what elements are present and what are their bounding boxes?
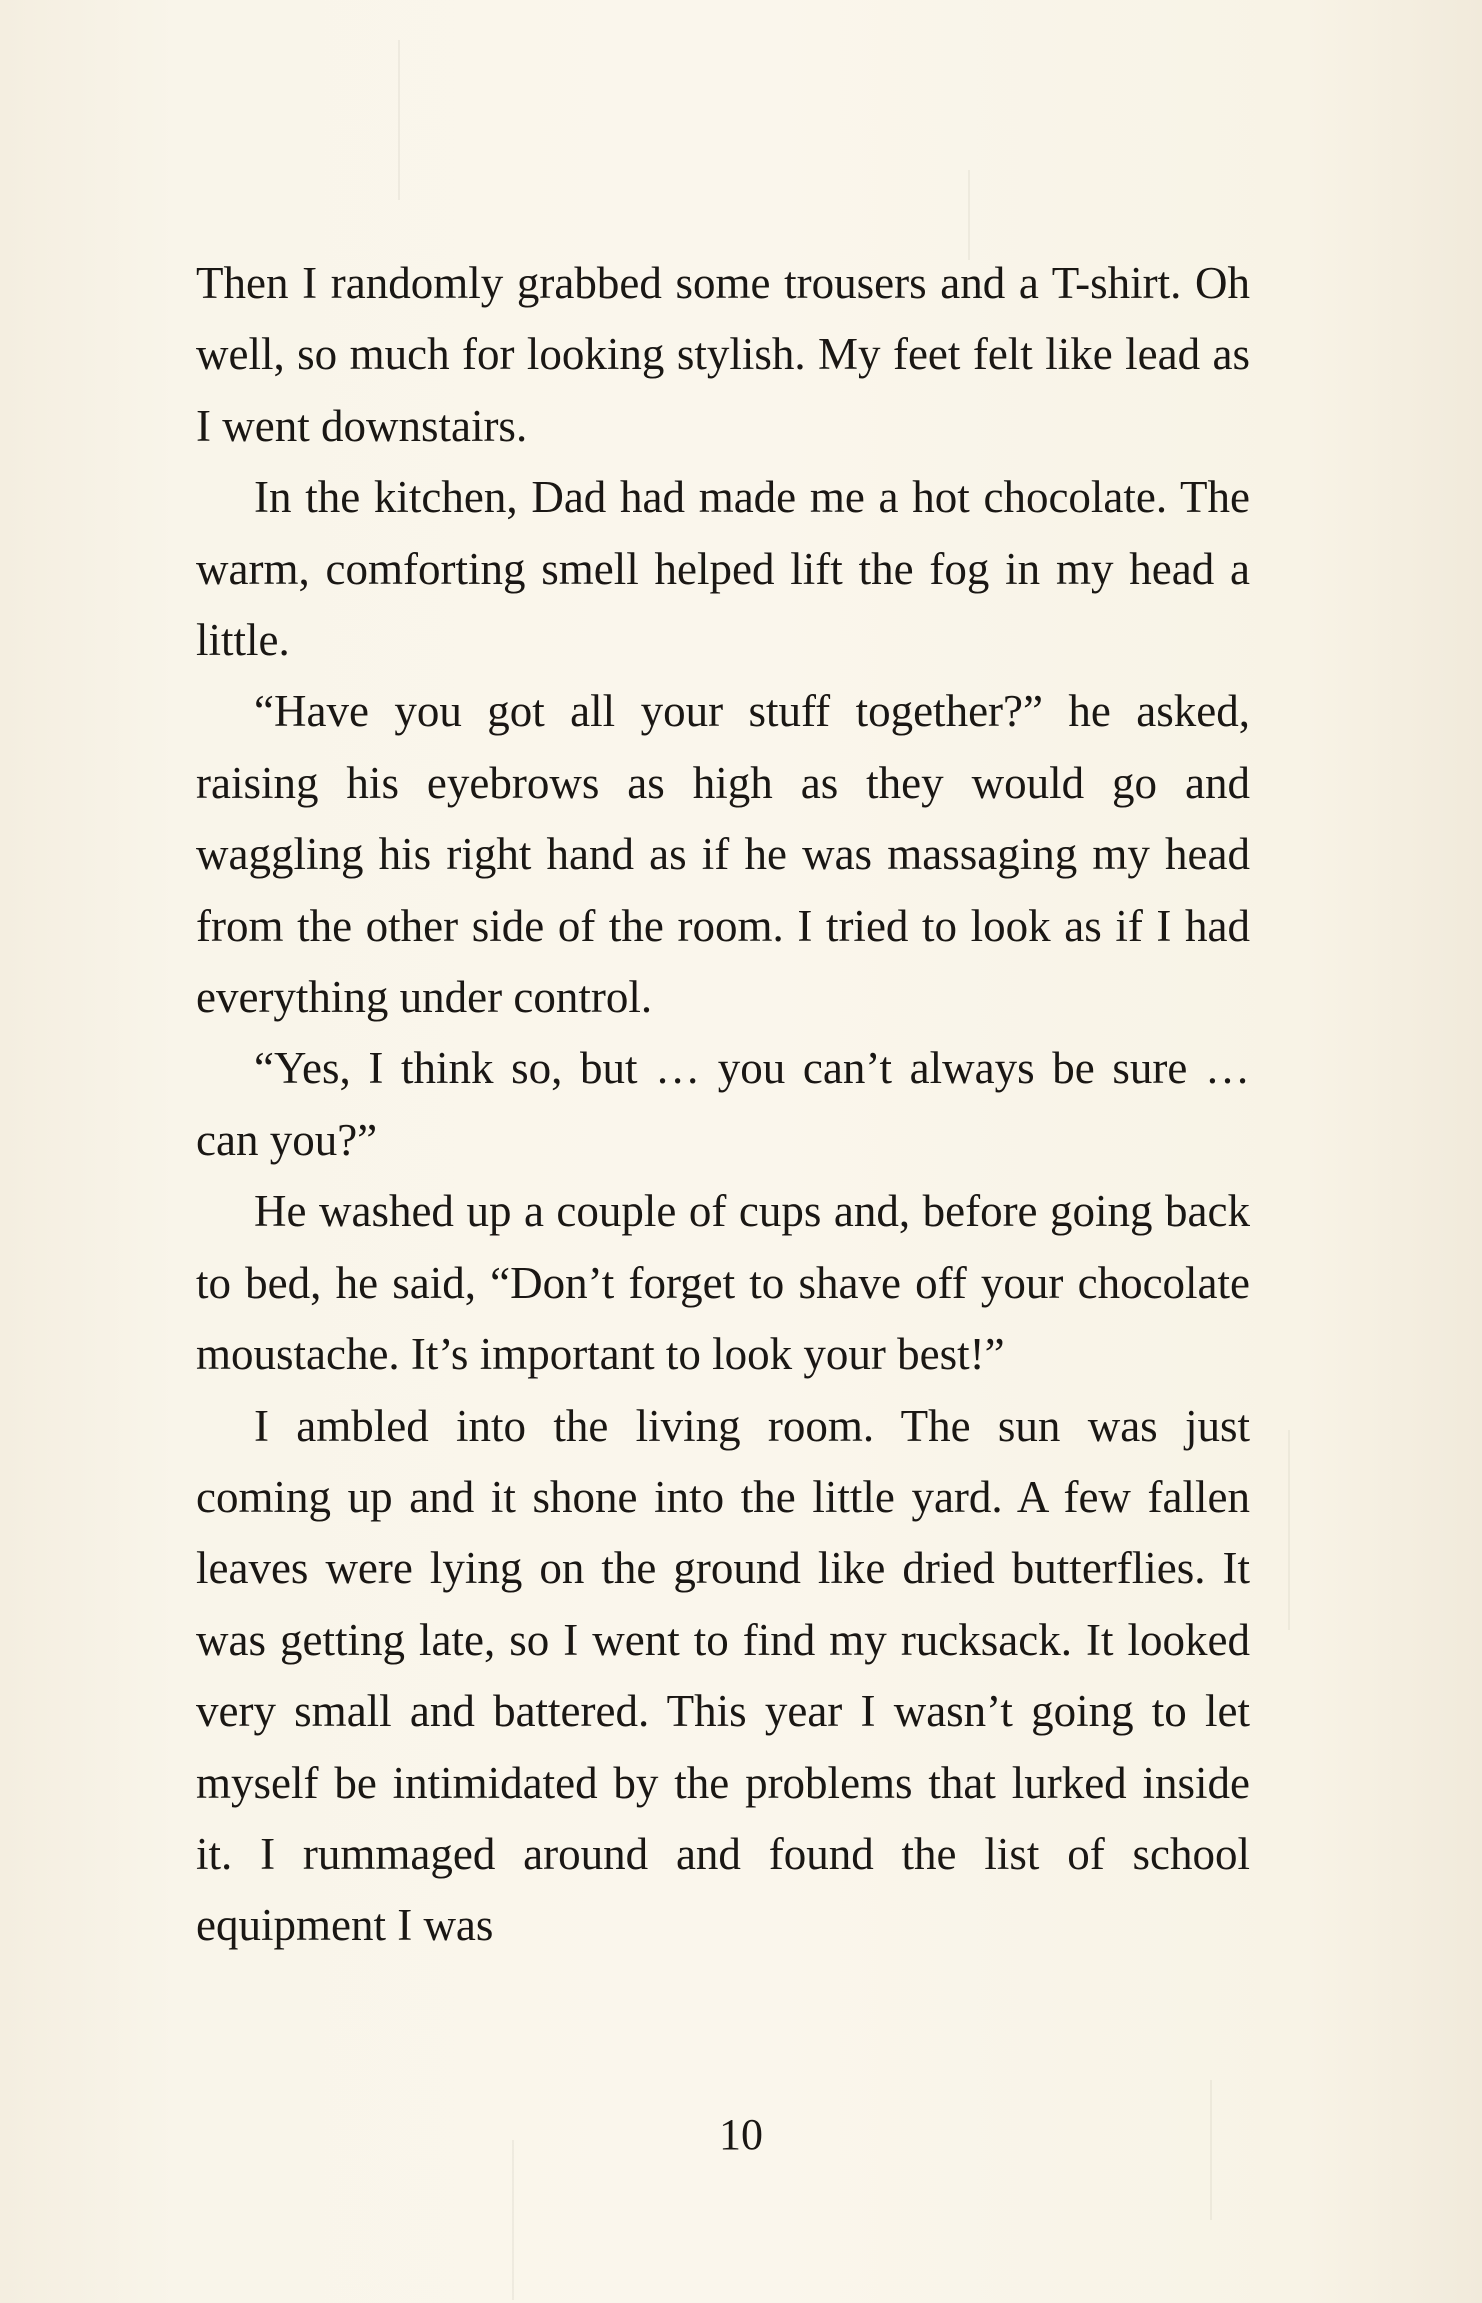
paragraph: I ambled into the living room. The sun was just coming up and it shone into the little yard. A few fallen leaves were lying on the ground like dried butterflies. It was getting late, so I went to find my rucksack. It looked very small and battered. This year I wasn’t going to let myself be intimidated by the problems that lurked inside it. I rummaged around and found the list of school equipment I was (196, 1400, 1250, 1951)
body-text (196, 248, 1250, 1962)
paper-mark (968, 170, 970, 260)
paragraph: He washed up a couple of cups and, before going back to bed, he said, “Don’t forget to shave off your chocolate moustache. It’s important to look your best!” (196, 1186, 1250, 1380)
paper-mark (1288, 1430, 1290, 1630)
paper-mark (398, 40, 400, 200)
paragraph: “Yes, I think so, but … you can’t always be sure … can you?” (196, 1043, 1250, 1165)
paragraph: Then I randomly grabbed some trousers and a T-shirt. Oh well, so much for looking stylish. My feet felt like lead as I went downstairs. (196, 258, 1250, 451)
paragraph: In the kitchen, Dad had made me a hot chocolate. The warm, comforting smell helped lift the fog in my head a little. (196, 472, 1250, 666)
paragraph: “Have you got all your stuff together?” he asked, raising his eyebrows as high as they would go and waggling his right hand as if he was massaging my head from the other side of the room. I tried to look as if I had everything under control. (196, 686, 1250, 1023)
page-number: 10 (719, 2110, 763, 2159)
